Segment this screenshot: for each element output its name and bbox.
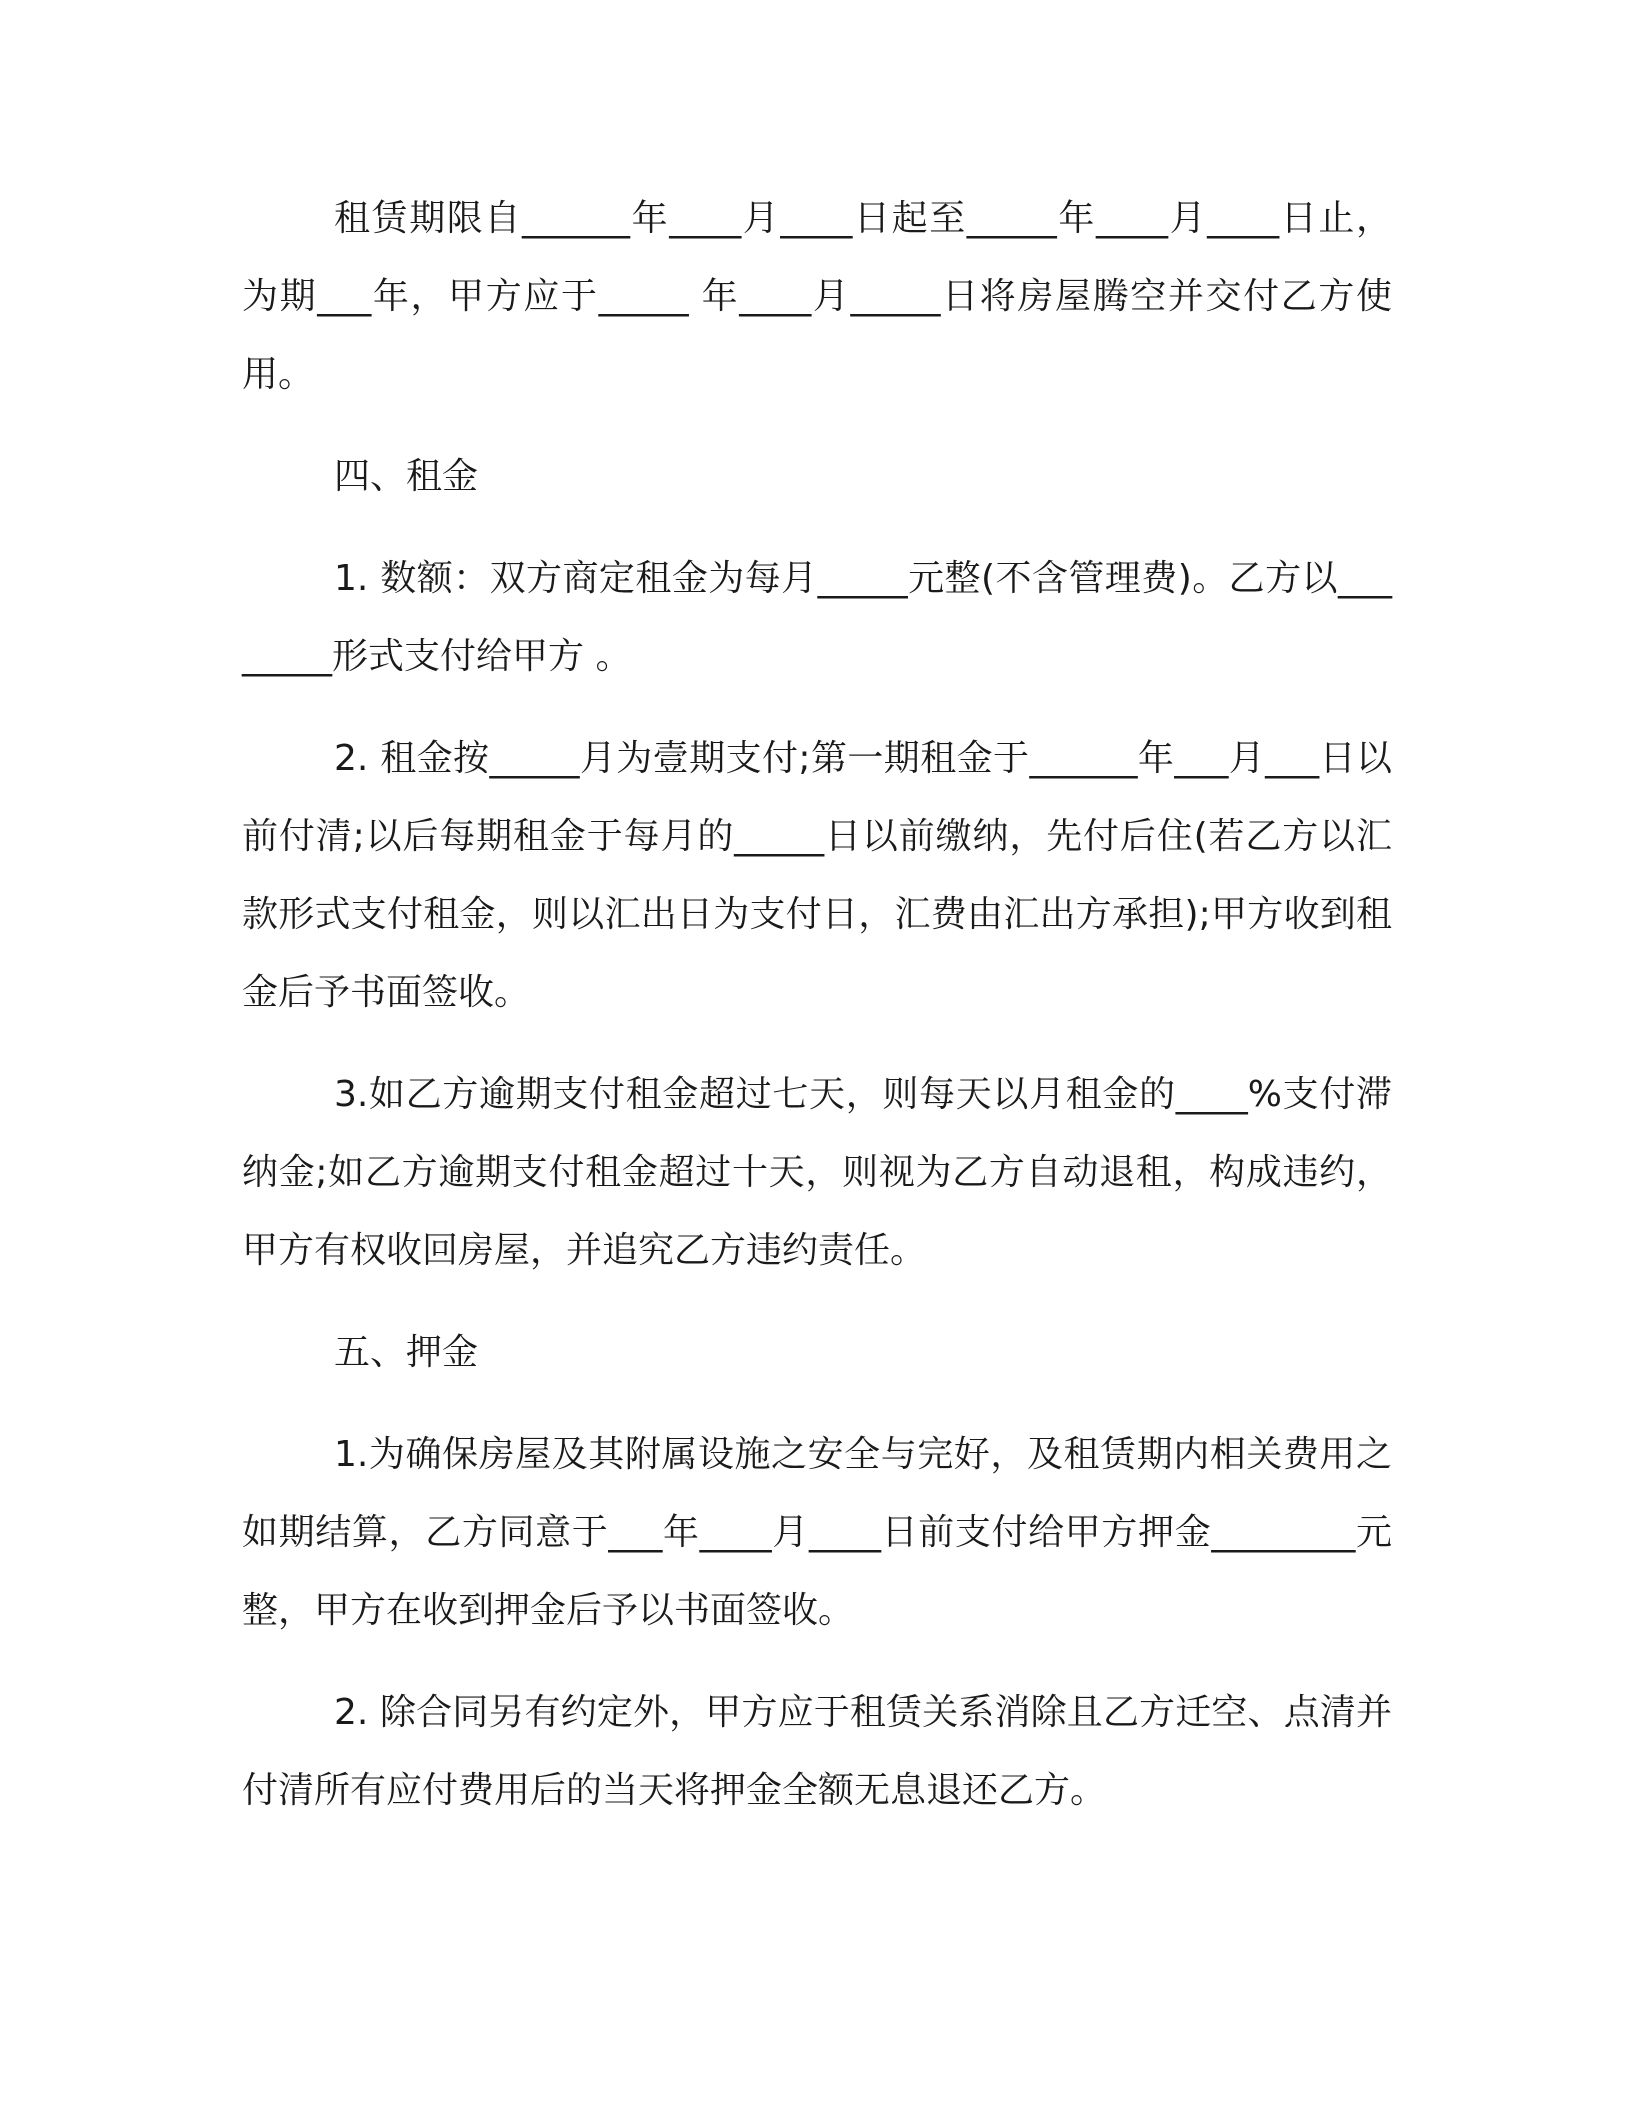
rent-amount-paragraph: 1. 数额：双方商定租金为每月_____元整(不含管理费)。乙方以________形式支付给甲方 。 bbox=[242, 558, 1392, 677]
rent-payment-paragraph: 2. 租金按_____月为壹期支付;第一期租金于______年___月___日以前付清;以后每期租金于每月的_____日以前缴纳，先付后住(若乙方以汇款形式支付租金，则以汇出日为支付日，汇费由汇出方承担);甲方收到租金后予书面签收。 bbox=[242, 738, 1392, 1013]
lease-term-paragraph: 租赁期限自______年____月____日起至_____年____月____日止，为期___年，甲方应于_____ 年____月_____日将房屋腾空并交付乙方使用。 bbox=[242, 198, 1392, 395]
late-payment-paragraph: 3.如乙方逾期支付租金超过七天，则每天以月租金的____%支付滞纳金;如乙方逾期支付租金超过十天，则视为乙方自动退租，构成违约，甲方有权收回房屋，并追究乙方违约责任。 bbox=[242, 1074, 1392, 1271]
section-heading-rent: 四、租金 bbox=[334, 456, 479, 497]
section-heading-deposit: 五、押金 bbox=[334, 1332, 479, 1373]
deposit-payment-paragraph: 1.为确保房屋及其附属设施之安全与完好，及租赁期内相关费用之如期结算，乙方同意于___年____月____日前支付给甲方押金________元整，甲方在收到押金后予以书面签收。 bbox=[242, 1434, 1392, 1631]
document-body bbox=[242, 180, 1392, 1854]
deposit-refund-paragraph: 2. 除合同另有约定外，甲方应于租赁关系消除且乙方迁空、点清并付清所有应付费用后的当天将押金全额无息退还乙方。 bbox=[242, 1692, 1392, 1811]
